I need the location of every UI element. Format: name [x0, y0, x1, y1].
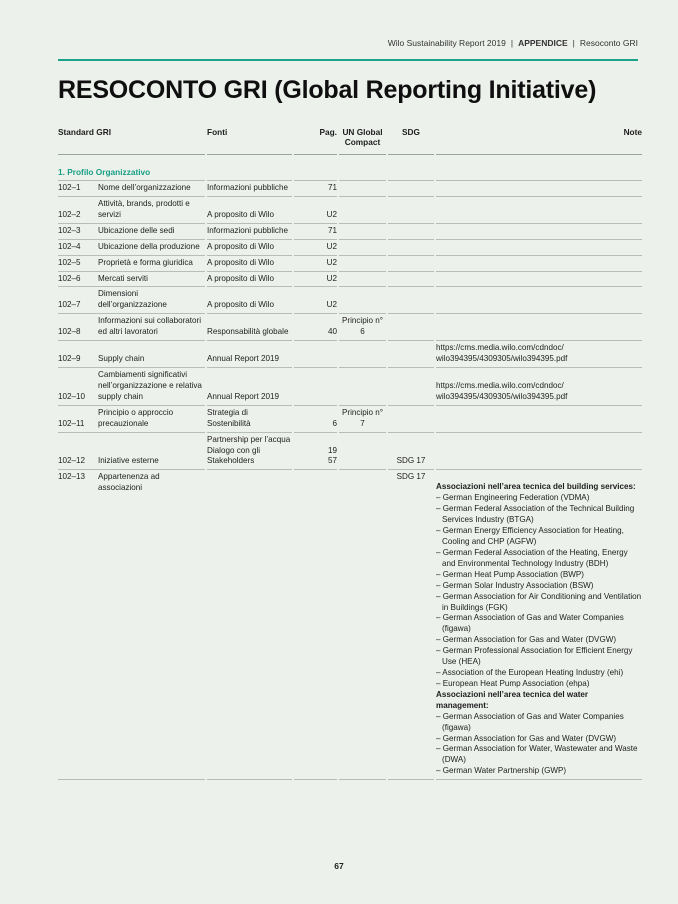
note-cell	[436, 433, 642, 471]
gri-name: Nome dell’organizzazione	[98, 183, 191, 192]
association-item: – German Heat Pump Association (BWP)	[436, 569, 584, 579]
note-cell	[436, 224, 642, 240]
page-cell	[294, 368, 337, 406]
column-header-ungc: UN Global Compact	[339, 125, 386, 155]
gri-code: 102–1	[58, 183, 81, 192]
page-cell	[294, 341, 337, 368]
page-cell	[294, 197, 337, 224]
gri-name: Proprietà e forma giuridica	[98, 257, 193, 267]
table-row	[58, 433, 638, 471]
gri-code: 102–8	[58, 327, 81, 337]
standard-cell	[58, 368, 205, 406]
gri-code: 102–11	[58, 418, 85, 428]
standard-cell	[58, 433, 205, 471]
table-header	[58, 125, 642, 155]
page-ref: 71	[327, 225, 337, 235]
association-item: – German Federal Association of the Heating, Energy and Environmental Technology Industry (BDH)	[436, 547, 628, 568]
gri-code: 102–2	[58, 209, 81, 219]
note-cell	[436, 272, 642, 288]
ungc-cell	[339, 181, 386, 197]
sdg-cell	[388, 314, 434, 341]
section-label: 1. Profilo Organizzativo	[58, 155, 205, 181]
source-cell: Informazioni pubbliche	[207, 181, 292, 197]
note-cell	[436, 314, 642, 341]
ungc-cell	[339, 240, 386, 256]
page-cell	[294, 433, 337, 471]
header-separator: |	[572, 38, 575, 48]
gri-name: Supply chain	[98, 354, 145, 364]
gri-code: 102–3	[58, 225, 81, 235]
gri-table	[58, 125, 642, 780]
gri-code: 102–4	[58, 241, 81, 251]
gri-code: 102–7	[58, 300, 81, 310]
note-cell	[436, 181, 642, 197]
ungc-cell	[339, 197, 386, 224]
source-cell: Partnership per l’acqua Dialogo con gli Stakeholders	[207, 433, 292, 471]
gri-code: 102–10	[58, 391, 86, 401]
page-number: 67	[334, 861, 344, 871]
association-item: – German Federal Association of the Technical Building Services Industry (BTGA)	[436, 504, 635, 525]
ungc-cell	[339, 341, 386, 368]
standard-cell	[58, 406, 205, 433]
association-heading: Associazioni nell’area tecnica del water management:	[436, 689, 589, 710]
sdg-cell	[388, 406, 434, 433]
ungc-cell: Principio n° 6	[339, 314, 386, 341]
gri-name: Attività, brands, prodotti e servizi	[98, 198, 190, 219]
note-cell	[436, 470, 642, 780]
gri-name: Iniziative esterne	[98, 456, 159, 466]
table-row	[58, 470, 642, 780]
standard-cell	[58, 181, 205, 197]
gri-name: Dimensioni dell’organizzazione	[98, 289, 167, 310]
table-row	[58, 224, 638, 240]
table-row	[58, 256, 638, 272]
page-ref: U2	[326, 273, 337, 283]
gri-name: Cambiamenti significativi nell’organizzazione e relativa supply chain	[98, 369, 202, 401]
association-item: – German Energy Efficiency Association for Heating, Cooling and CHP (AGFW)	[436, 526, 624, 546]
table-row	[58, 341, 638, 368]
association-heading: Associazioni nell’area tecnica del building services:	[436, 482, 636, 492]
sdg-cell	[388, 272, 434, 288]
page-title: RESOCONTO GRI (Global Reporting Initiative)	[58, 76, 597, 104]
table-row	[58, 181, 638, 197]
page-ref: 71	[327, 183, 337, 192]
association-item: – German Association for Gas and Water (DVGW)	[436, 635, 617, 645]
table-row	[58, 272, 638, 288]
source-cell: A proposito di Wilo	[207, 197, 292, 224]
standard-cell	[58, 470, 205, 780]
standard-cell	[58, 240, 205, 256]
sdg-cell	[388, 368, 434, 406]
page-ref: U2	[326, 209, 337, 219]
association-item: – German Water Partnership (GWP)	[436, 766, 567, 776]
gri-code: 102–9	[58, 354, 81, 364]
note-cell	[436, 197, 642, 224]
page-ref: U2	[326, 241, 337, 251]
gri-name: Ubicazione delle sedi	[98, 225, 175, 235]
column-header-sdg: SDG	[388, 125, 434, 155]
standard-cell	[58, 256, 205, 272]
subsection-name: Resoconto GRI	[579, 38, 638, 48]
standard-cell	[58, 272, 205, 288]
column-header-note: Note	[436, 125, 642, 155]
association-item: – German Engineering Federation (VDMA)	[436, 493, 590, 503]
ungc-cell	[339, 224, 386, 240]
ungc-cell	[339, 368, 386, 406]
running-header	[388, 38, 638, 48]
column-header-sources: Fonti	[207, 125, 292, 155]
ungc-cell: Principio n° 7	[339, 406, 386, 433]
ungc-cell	[339, 272, 386, 288]
association-item: – German Association of Gas and Water Companies (figawa)	[436, 613, 624, 634]
page-cell	[294, 287, 337, 314]
source-cell: A proposito di Wilo	[207, 287, 292, 314]
table-body	[58, 181, 642, 780]
page-cell	[294, 314, 337, 341]
page-ref: 40	[327, 327, 337, 337]
table-row	[58, 368, 638, 406]
page-cell	[294, 240, 337, 256]
association-item: – German Association for Gas and Water (DVGW)	[436, 733, 617, 743]
gri-name: Ubicazione della produzione	[98, 241, 200, 251]
page-cell	[294, 470, 337, 780]
gri-name: Mercati serviti	[98, 273, 148, 283]
page-ref: U2	[326, 300, 337, 310]
sdg-cell: SDG 17	[388, 470, 434, 780]
header-rule	[58, 59, 638, 61]
source-cell: Strategia di Sostenibilità	[207, 406, 292, 433]
association-item: – German Association for Air Conditioning and Ventilation in Buildings (FGK)	[436, 591, 642, 612]
page-cell	[294, 272, 337, 288]
source-cell: Informazioni pubbliche	[207, 224, 292, 240]
association-item: – German Solar Industry Association (BSW)	[436, 580, 594, 590]
ungc-cell	[339, 256, 386, 272]
page-cell	[294, 181, 337, 197]
association-item: – European Heat Pump Association (ehpa)	[436, 678, 590, 688]
ungc-cell	[339, 433, 386, 471]
source-cell: A proposito di Wilo	[207, 240, 292, 256]
ungc-cell	[339, 287, 386, 314]
standard-cell	[58, 197, 205, 224]
page-ref: 6	[332, 418, 337, 428]
table-row	[58, 287, 638, 314]
association-item: – Association of the European Heating Industry (ehi)	[436, 668, 624, 678]
association-item: – German Professional Association for Efficient Energy Use (HEA)	[436, 646, 633, 667]
page-cell	[294, 224, 337, 240]
note-cell: https://cms.media.wilo.com/cdndoc/ wilo394395/4309305/wilo394395.pdf	[436, 368, 642, 406]
gri-code: 102–5	[58, 257, 81, 267]
section-row	[58, 155, 638, 181]
table-row	[58, 314, 638, 341]
header-separator: |	[510, 38, 514, 48]
source-cell: Responsabilità globale	[207, 314, 292, 341]
association-item: – German Association of Gas and Water Companies (figawa)	[436, 711, 624, 732]
standard-cell	[58, 341, 205, 368]
source-cell: A proposito di Wilo	[207, 256, 292, 272]
column-header-page: Pag.	[294, 125, 337, 155]
source-cell	[207, 470, 292, 780]
sdg-cell	[388, 256, 434, 272]
standard-cell	[58, 314, 205, 341]
sdg-cell	[388, 287, 434, 314]
note-cell	[436, 256, 642, 272]
gri-name: Informazioni sui collaboratori ed altri lavoratori	[98, 316, 202, 337]
source-cell: A proposito di Wilo	[207, 272, 292, 288]
page-ref: 19 57	[327, 445, 337, 466]
sdg-cell	[388, 240, 434, 256]
gri-code: 102–6	[58, 273, 81, 283]
gri-code: 102–12	[58, 456, 86, 466]
column-header-standard: Standard GRI	[58, 125, 205, 155]
report-name: Wilo Sustainability Report 2019	[387, 38, 506, 48]
sdg-cell	[388, 197, 434, 224]
sdg-cell	[388, 224, 434, 240]
note-cell	[436, 287, 642, 314]
sdg-cell	[388, 181, 434, 197]
note-cell: https://cms.media.wilo.com/cdndoc/ wilo394395/4309305/wilo394395.pdf	[436, 341, 642, 368]
table-row	[58, 240, 638, 256]
page-cell	[294, 256, 337, 272]
table-row	[58, 406, 638, 433]
standard-cell	[58, 224, 205, 240]
page-cell	[294, 406, 337, 433]
ungc-cell	[339, 470, 386, 780]
source-cell: Annual Report 2019	[207, 341, 292, 368]
note-cell	[436, 406, 642, 433]
sdg-cell	[388, 341, 434, 368]
section-name: APPENDICE	[518, 38, 568, 48]
source-cell: Annual Report 2019	[207, 368, 292, 406]
page-ref: U2	[326, 257, 337, 267]
sdg-cell: SDG 17	[388, 433, 434, 471]
gri-code: 102–13	[58, 472, 86, 482]
gri-name: Principio o approccio precauzionale	[98, 407, 174, 428]
note-cell	[436, 240, 642, 256]
association-item: – German Association for Water, Wastewater and Waste (DWA)	[436, 744, 638, 765]
gri-name: Appartenenza ad associazioni	[98, 472, 160, 493]
table-row	[58, 197, 638, 224]
standard-cell	[58, 287, 205, 314]
